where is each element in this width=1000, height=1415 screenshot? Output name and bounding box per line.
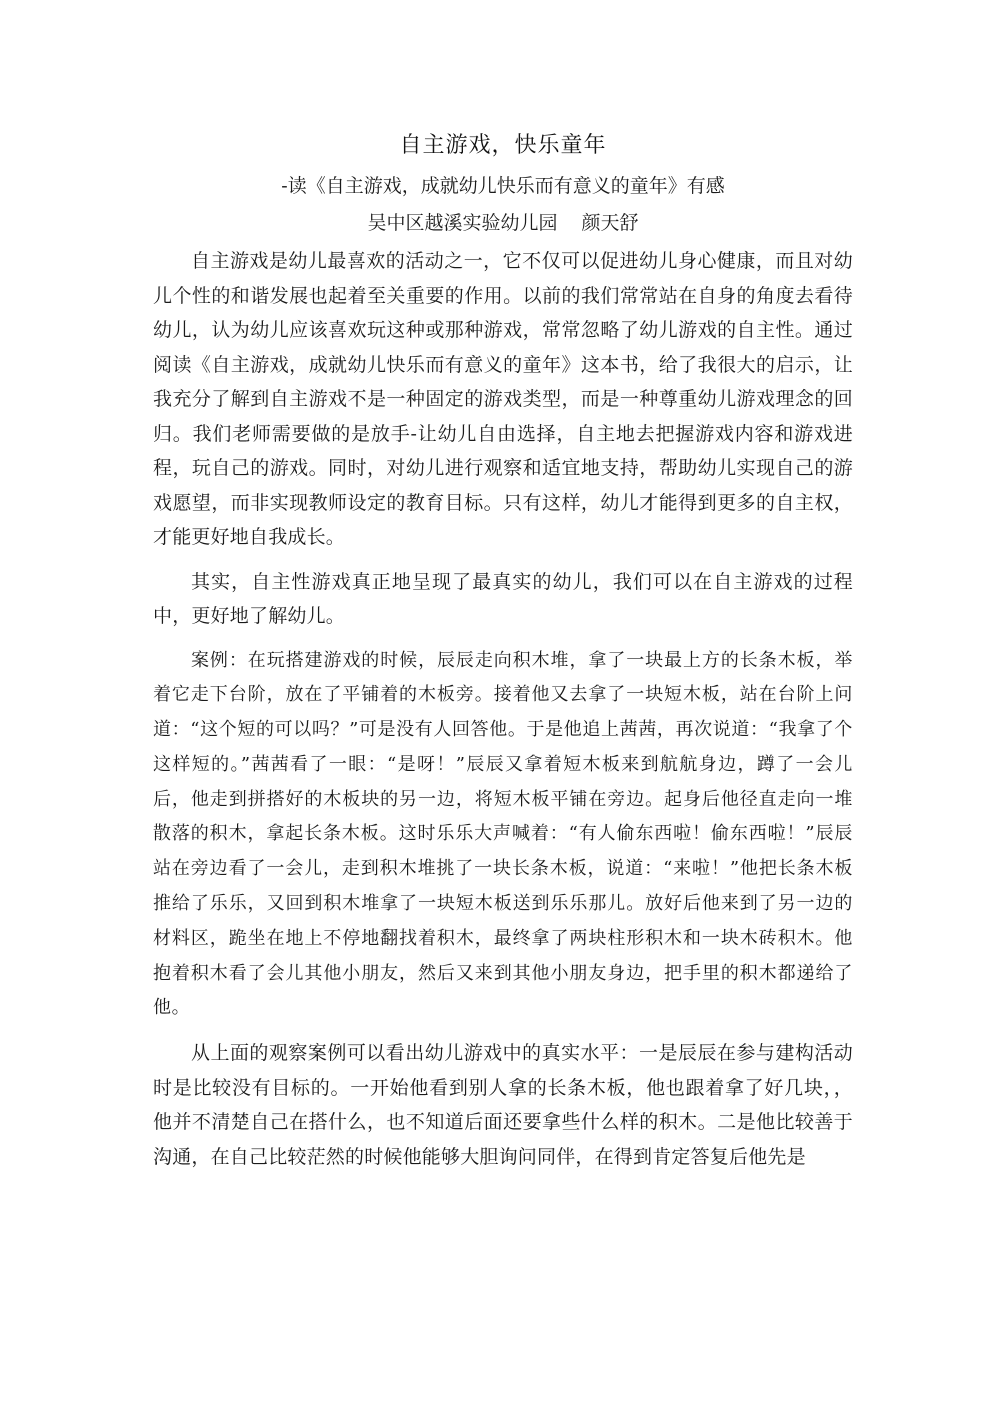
paragraph-observation: 其实，自主性游戏真正地呈现了最真实的幼儿，我们可以在自主游戏的过程中，更好地了解幼儿。 xyxy=(153,570,853,627)
paragraph-intro: 自主游戏是幼儿最喜欢的活动之一，它不仅可以促进幼儿身心健康，而且对幼儿个性的和谐发展也起着至关重要的作用。以前的我们常常站在自身的角度去看待幼儿，认为幼儿应该喜欢玩这种或那种游戏，常常忽略了幼儿游戏的自主性。通过阅读《自主游戏，成就幼儿快乐而有意义的童年》这本书，给了我很大的启示，让我充分了解到自主游戏不是一种固定的游戏类型，而是一种尊重幼儿游戏理念的回归。我们老师需要做的是放手-让幼儿自由选择，自主地去把握游戏内容和游戏进程，玩自己的游戏。同时，对幼儿进行观察和适宜地支持，帮助幼儿实现自己的游戏愿望，而非实现教师设定的教育目标。只有这样，幼儿才能得到更多的自主权，才能更好地自我成长。 xyxy=(153,250,853,548)
document-title: 自主游戏，快乐童年 xyxy=(399,133,607,158)
document-subtitle: -读《自主游戏，成就幼儿快乐而有意义的童年》有感 xyxy=(281,175,725,197)
author-organization: 吴中区越溪实验幼儿园 xyxy=(367,212,558,234)
paragraph-analysis: 从上面的观察案例可以看出幼儿游戏中的真实水平：一是辰辰在参与建构活动时是比较没有目标的。一开始他看到别人拿的长条木板，他也跟着拿了好几块，，他并不清楚自己在搭什么，也不知道后面还要拿些什么样的积木。二是他比较善于沟通，在自己比较茫然的时候他能够大胆询问同伴，在得到肯定答复后他先是 xyxy=(153,1042,853,1168)
paragraph-case-study: 案例：在玩搭建游戏的时候，辰辰走向积木堆，拿了一块最上方的长条木板，举着它走下台阶，放在了平铺着的木板旁。接着他又去拿了一块短木板，站在台阶上问道：“这个短的可以吗？”可是没有人回答他。于是他追上茜茜，再次说道：“我拿了个这样短的。”茜茜看了一眼：“是呀！”辰辰又拿着短木板来到航航身边，蹲了一会儿后，他走到拼搭好的木板块的另一边，将短木板平铺在旁边。起身后他径直走向一堆散落的积木，拿起长条木板。这时乐乐大声喊着：“有人偷东西啦！偷东西啦！”辰辰站在旁边看了一会儿，走到积木堆挑了一块长条木板，说道：“来啦！”他把长条木板推给了乐乐，又回到积木堆拿了一块短木板送到乐乐那儿。放好后他来到了另一边的材料区，跪坐在地上不停地翻找着积木，最终拿了两块柱形积木和一块木砖积木。他抱着积木看了会儿其他小朋友，然后又来到其他小朋友身边，把手里的积木都递给了他。 xyxy=(153,649,853,1019)
author-line xyxy=(153,206,853,240)
document-page xyxy=(153,128,853,1174)
author-name: 颜天舒 xyxy=(581,212,639,234)
